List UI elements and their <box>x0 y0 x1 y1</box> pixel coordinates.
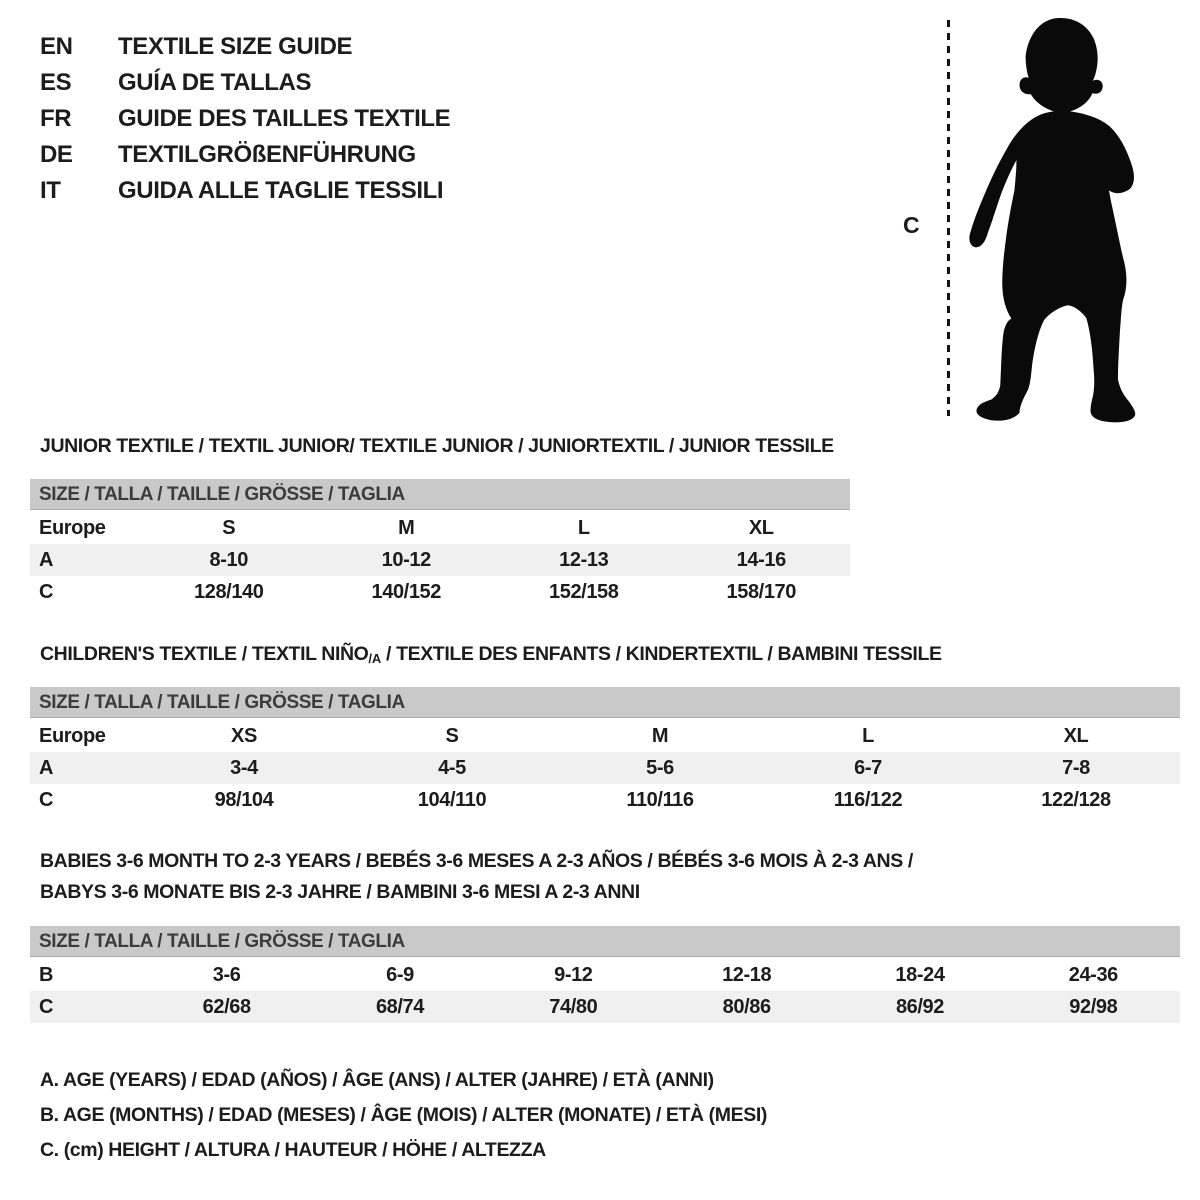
junior-header-row <box>30 512 850 544</box>
table-cell: 3-4 <box>230 757 258 779</box>
table-cell: 92/98 <box>1069 996 1118 1018</box>
row-label: B <box>39 964 54 986</box>
row-label: C <box>39 996 54 1018</box>
legend-line-height: C. (cm) HEIGHT / ALTURA / HAUTEUR / HÖHE / ALTEZZA <box>40 1139 546 1161</box>
column-header: S <box>445 725 459 747</box>
table-cell: 122/128 <box>1041 789 1111 811</box>
children-heading-text: / TEXTILE DES ENFANTS / KINDERTEXTIL / BAMBINI TESSILE <box>381 643 942 665</box>
language-code: IT <box>40 177 61 204</box>
column-header: L <box>577 517 590 539</box>
table-row-height-cm <box>30 784 1180 816</box>
column-header: Europe <box>39 725 106 747</box>
language-code: ES <box>40 69 72 96</box>
table-row-age-years <box>30 752 1180 784</box>
language-code: EN <box>40 33 73 60</box>
junior-size-bar: SIZE / TALLA / TAILLE / GRÖSSE / TAGLIA <box>30 479 850 510</box>
babies-heading-line1: BABIES 3-6 MONTH TO 2-3 YEARS / BEBÉS 3-6 MESES A 2-3 AÑOS / BÉBÉS 3-6 MOIS À 2-3 ANS / <box>40 850 913 872</box>
table-cell: 140/152 <box>371 581 441 603</box>
table-cell: 128/140 <box>194 581 264 603</box>
table-cell: 116/122 <box>833 789 903 811</box>
table-cell: 74/80 <box>549 996 598 1018</box>
table-cell: 9-12 <box>554 964 593 986</box>
junior-section-heading: JUNIOR TEXTILE / TEXTIL JUNIOR/ TEXTILE JUNIOR / JUNIORTEXTIL / JUNIOR TESSILE <box>40 435 834 457</box>
children-heading-subscript: /A <box>368 651 382 666</box>
table-cell: 14-16 <box>736 549 786 571</box>
children-size-table <box>30 687 1180 816</box>
guide-title: TEXTILE SIZE GUIDE <box>118 33 353 60</box>
children-size-bar: SIZE / TALLA / TAILLE / GRÖSSE / TAGLIA <box>30 687 1180 718</box>
table-row-height-cm <box>30 991 1180 1023</box>
babies-section-heading <box>40 846 913 908</box>
column-header: XL <box>1063 725 1089 747</box>
language-row-es <box>40 65 450 101</box>
table-cell: 158/170 <box>726 581 796 603</box>
table-row-age-months <box>30 959 1180 991</box>
table-cell: 110/116 <box>626 789 694 811</box>
children-section-heading <box>40 643 942 666</box>
table-cell: 86/92 <box>895 996 945 1018</box>
language-row-en <box>40 29 450 65</box>
table-row-height-cm <box>30 576 850 608</box>
language-code: FR <box>40 105 72 132</box>
height-measure-label: C <box>903 212 920 238</box>
guide-title: TEXTILGRÖßENFÜHRUNG <box>118 141 416 168</box>
table-row-age-years <box>30 544 850 576</box>
language-row-de <box>40 137 450 173</box>
babies-heading-line2: BABYS 3-6 MONATE BIS 2-3 JAHRE / BAMBINI 3-6 MESI A 2-3 ANNI <box>40 881 640 903</box>
guide-title: GUIDA ALLE TAGLIE TESSILI <box>118 177 444 204</box>
children-heading-text: CHILDREN'S TEXTILE / TEXTIL NIÑO <box>40 643 369 665</box>
guide-title: GUÍA DE TALLAS <box>118 69 312 96</box>
toddler-silhouette-icon <box>962 16 1146 424</box>
children-header-row <box>30 720 1180 752</box>
table-cell: 5-6 <box>646 757 674 779</box>
language-row-it <box>40 173 450 209</box>
table-cell: 10-12 <box>381 549 431 571</box>
row-label: C <box>39 789 54 811</box>
babies-size-bar: SIZE / TALLA / TAILLE / GRÖSSE / TAGLIA <box>30 926 1180 957</box>
height-measure-dashed-line <box>947 20 950 416</box>
column-header: M <box>398 517 415 539</box>
row-label: A <box>39 757 54 779</box>
legend-line-age-months: B. AGE (MONTHS) / EDAD (MESES) / ÂGE (MOIS) / ALTER (MONATE) / ETÀ (MESI) <box>40 1104 767 1126</box>
table-cell: 6-9 <box>386 964 414 986</box>
table-cell: 18-24 <box>895 964 945 986</box>
table-cell: 7-8 <box>1062 757 1090 779</box>
table-cell: 68/74 <box>375 996 425 1018</box>
legend-line-age-years: A. AGE (YEARS) / EDAD (AÑOS) / ÂGE (ANS) / ALTER (JAHRE) / ETÀ (ANNI) <box>40 1069 714 1091</box>
guide-title: GUIDE DES TAILLES TEXTILE <box>118 105 451 132</box>
column-header: Europe <box>39 517 106 539</box>
table-cell: 104/110 <box>417 789 487 811</box>
table-cell: 12-13 <box>559 549 609 571</box>
row-label: C <box>39 581 54 603</box>
table-cell: 8-10 <box>209 549 248 571</box>
column-header: XL <box>748 517 774 539</box>
table-cell: 24-36 <box>1068 964 1118 986</box>
table-cell: 62/68 <box>202 996 251 1018</box>
language-title-list <box>40 29 450 209</box>
column-header: L <box>862 725 874 747</box>
junior-size-table <box>30 479 850 608</box>
table-cell: 3-6 <box>212 964 241 986</box>
table-cell: 6-7 <box>854 757 882 779</box>
language-code: DE <box>40 141 73 168</box>
table-cell: 152/158 <box>549 581 619 603</box>
table-cell: 4-5 <box>438 757 466 779</box>
babies-size-table <box>30 926 1180 1023</box>
measurement-legend <box>40 1063 767 1168</box>
column-header: M <box>651 725 669 747</box>
column-header: XS <box>231 725 257 747</box>
row-label: A <box>39 549 54 571</box>
table-cell: 80/86 <box>722 996 771 1018</box>
table-cell: 12-18 <box>722 964 772 986</box>
table-cell: 98/104 <box>214 789 274 811</box>
column-header: S <box>222 517 236 539</box>
language-row-fr <box>40 101 450 137</box>
